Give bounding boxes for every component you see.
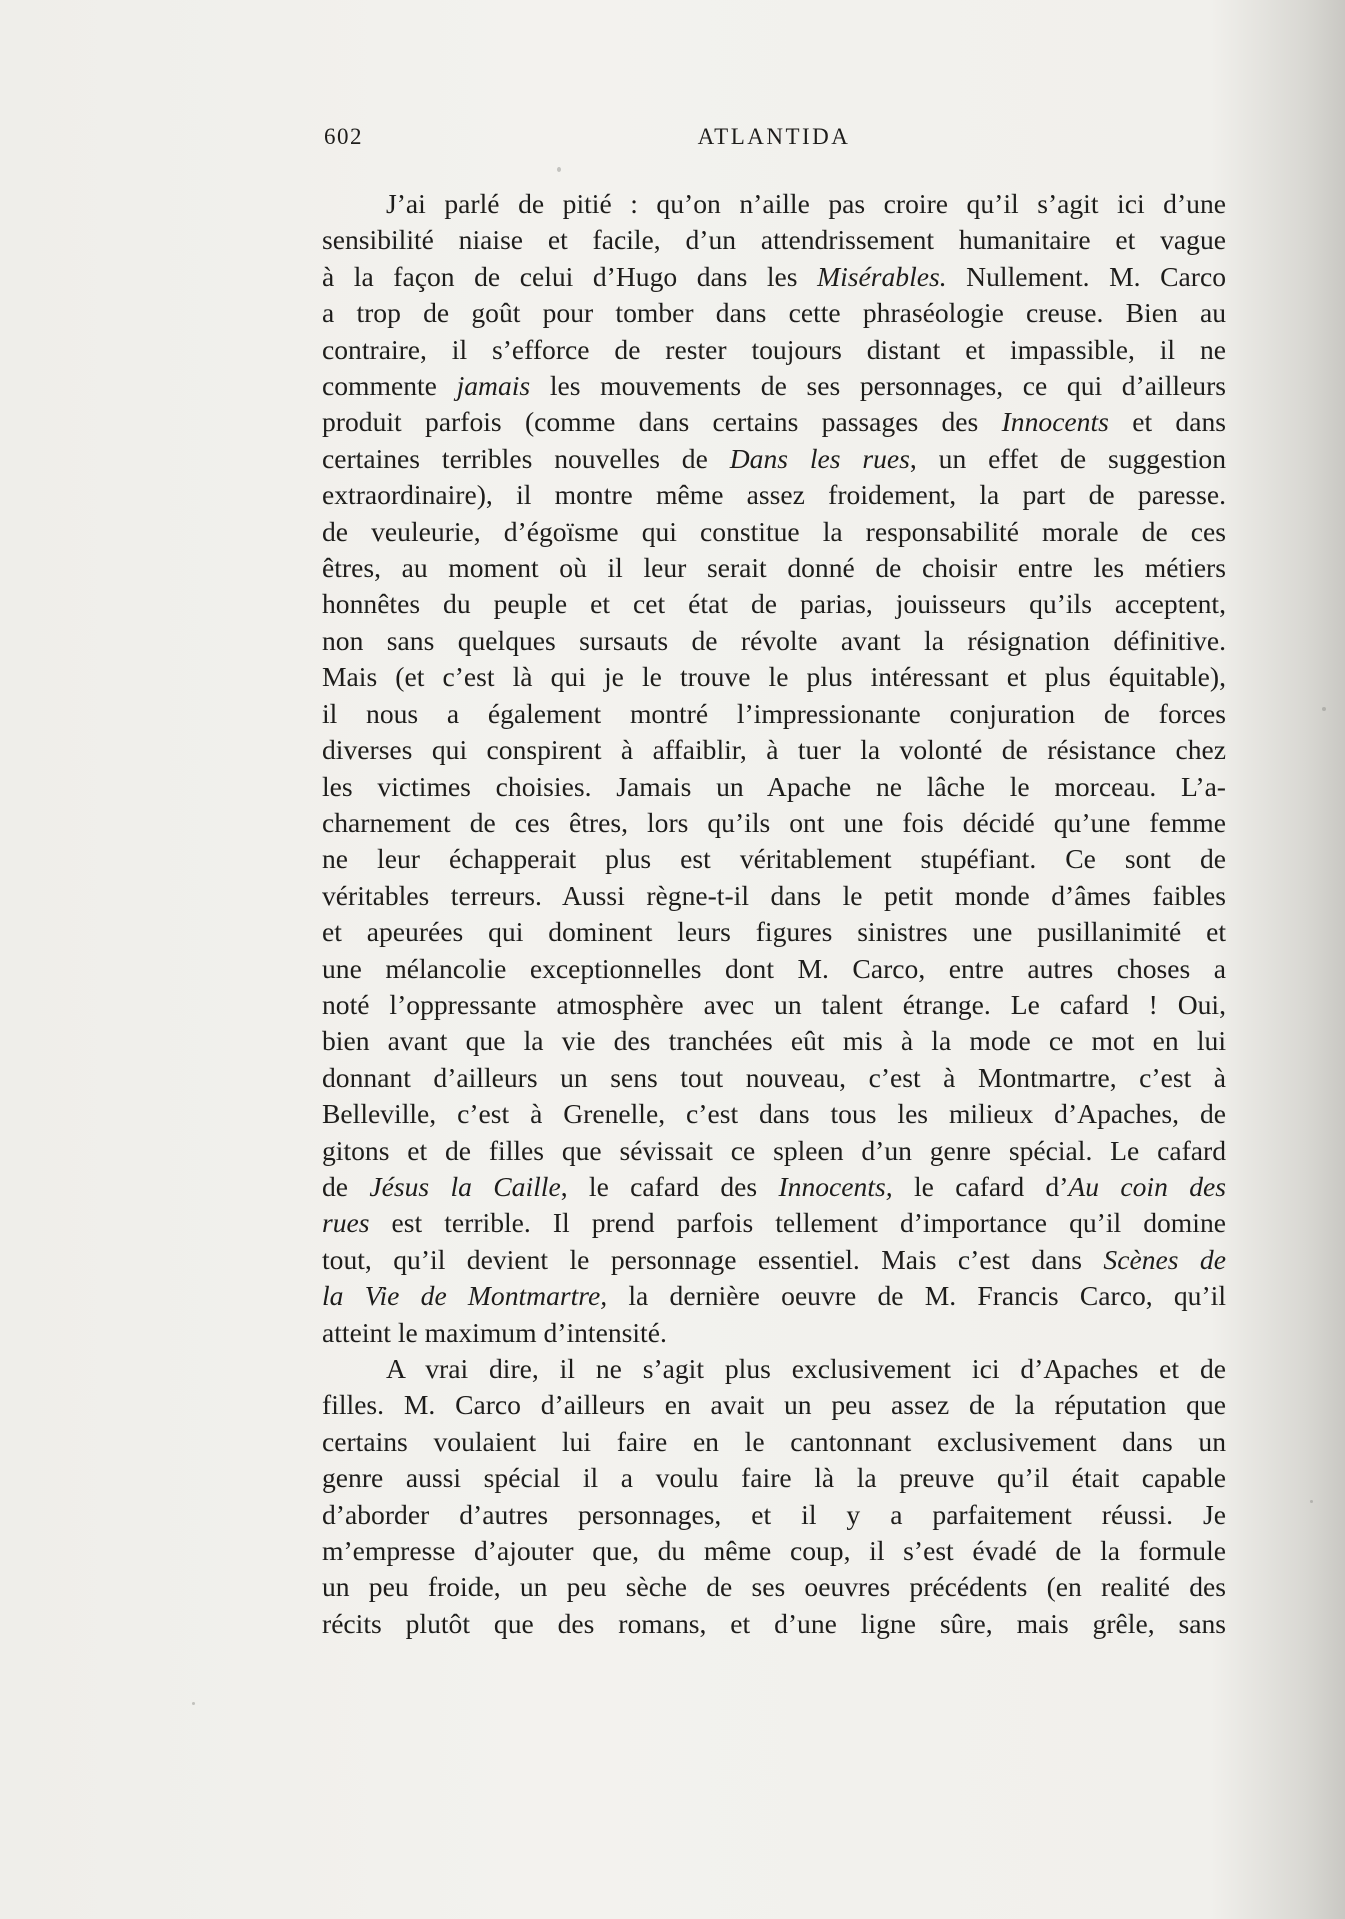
text-run: ne leur échapperait plus est véritablement stupéfiant. Ce sont de [322, 843, 1226, 875]
text-run: les mouvements de ses personnages, ce qui d’ailleurs [530, 370, 1227, 402]
paper-speck [1322, 707, 1326, 711]
text-run: tout, qu’il devient le personnage essentiel. Mais c’est dans [322, 1243, 1104, 1275]
text-run: récits plutôt que des romans, et d’une ligne sûre, mais grêle, sans [322, 1607, 1226, 1639]
text-line [322, 769, 1226, 805]
italic-title: Misérables. [817, 260, 947, 292]
text-line [322, 623, 1226, 659]
text-run: genre aussi spécial il a voulu faire là la preuve qu’il était capable [322, 1462, 1226, 1494]
italic-title: Dans les rues [729, 442, 910, 474]
text-line [322, 368, 1226, 404]
text-line [322, 1023, 1226, 1059]
text-run: Belleville, c’est à Grenelle, c’est dans tous les milieux d’Apaches, de [322, 1098, 1226, 1130]
text-run: J’ai parlé de pitié : qu’on n’aille pas croire qu’il s’agit ici d’une [386, 188, 1226, 219]
text-line [322, 1278, 1226, 1314]
text-line [322, 1096, 1226, 1132]
text-run: extraordinaire), il montre même assez froidement, la part de paresse. [322, 479, 1226, 511]
text-line [322, 550, 1226, 586]
text-run: est terrible. Il prend parfois tellement d’importance qu’il domine [369, 1207, 1226, 1239]
text-line [322, 951, 1226, 987]
text-run: une mélancolie exceptionnelles dont M. Carco, entre autres choses a [322, 952, 1226, 984]
text-run: sensibilité niaise et facile, d’un attendrissement humanitaire et vague [322, 224, 1226, 256]
text-run: il nous a également montré l’impressionante conjuration de forces [322, 697, 1226, 729]
paragraph [322, 1351, 1226, 1642]
text-line [322, 1424, 1226, 1460]
text-run: m’empresse d’ajouter que, du même coup, il s’est évadé de la formule [322, 1535, 1226, 1567]
text-line [322, 186, 1226, 222]
text-line [322, 1387, 1226, 1423]
text-run: et apeurées qui dominent leurs figures sinistres une pusillanimité et [322, 916, 1226, 948]
text-line [322, 477, 1226, 513]
text-line [322, 987, 1226, 1023]
running-head [322, 124, 1226, 154]
text-run: atteint le maximum d’intensité. [322, 1316, 667, 1348]
text-run: bien avant que la vie des tranchées eût mis à la mode ce mot en lui [322, 1025, 1226, 1057]
page-number: 602 [324, 124, 363, 149]
italic-title: Innocents [1001, 406, 1109, 438]
text-line [322, 1351, 1226, 1387]
text-line [322, 1060, 1226, 1096]
text-line [322, 1133, 1226, 1169]
text-run: de [322, 1170, 370, 1202]
text-line [322, 259, 1226, 295]
text-run: certaines terribles nouvelles de [322, 442, 730, 474]
text-line [322, 295, 1226, 331]
text-run: charnement de ces êtres, lors qu’ils ont une fois décidé qu’une femme [322, 806, 1226, 838]
text-line [322, 878, 1226, 914]
italic-title: Innocents, [778, 1170, 893, 1202]
text-line [322, 1315, 1226, 1351]
text-run: gitons et de filles que sévissait ce spleen d’un genre spécial. Le cafard [322, 1134, 1226, 1166]
text-run: produit parfois (comme dans certains passages des [322, 406, 1002, 438]
text-run: , le cafard des [560, 1170, 779, 1202]
text-run: honnêtes du peuple et cet état de parias, jouisseurs qu’ils acceptent, [322, 588, 1226, 620]
text-line [322, 1569, 1226, 1605]
text-run: Mais (et c’est là qui je le trouve le plus intéressant et plus équitable), [322, 661, 1226, 693]
text-line [322, 841, 1226, 877]
italic-title: jamais [456, 370, 531, 402]
text-run: A vrai dire, il ne s’agit plus exclusivement ici d’Apaches et de [386, 1353, 1226, 1384]
text-line [322, 1169, 1226, 1205]
text-run: , un effet de suggestion [909, 442, 1226, 474]
text-line [322, 696, 1226, 732]
text-run: noté l’oppressante atmosphère avec un talent étrange. Le cafard ! Oui, [322, 988, 1226, 1020]
text-run: d’aborder d’autres personnages, et il y a parfaitement réussi. Je [322, 1498, 1226, 1530]
italic-title: la Vie de Montmartre, [322, 1280, 608, 1312]
text-run: contraire, il s’efforce de rester toujours distant et impassible, il ne [322, 333, 1226, 365]
text-line [322, 441, 1226, 477]
text-line [322, 1242, 1226, 1278]
text-line [322, 1497, 1226, 1533]
text-run: a trop de goût pour tomber dans cette phraséologie creuse. Bien au [322, 297, 1226, 329]
text-line [322, 732, 1226, 768]
text-line [322, 1205, 1226, 1241]
text-line [322, 1460, 1226, 1496]
paper-speck [192, 1702, 195, 1705]
paper-speck [557, 167, 561, 172]
text-run: Nullement. M. Carco [946, 260, 1226, 292]
text-run: filles. M. Carco d’ailleurs en avait un peu assez de la réputation que [322, 1389, 1226, 1421]
text-run: non sans quelques sursauts de révolte avant la résignation définitive. [322, 624, 1226, 656]
paper-speck [1310, 1500, 1313, 1503]
text-line [322, 1606, 1226, 1642]
text-line [322, 222, 1226, 258]
text-line [322, 914, 1226, 950]
text-run: les victimes choisies. Jamais un Apache ne lâche le morceau. L’a- [322, 770, 1226, 802]
text-line [322, 805, 1226, 841]
text-run: donnant d’ailleurs un sens tout nouveau, c’est à Montmartre, c’est à [322, 1061, 1226, 1093]
text-run: commente [322, 370, 457, 402]
text-line [322, 586, 1226, 622]
text-run: êtres, au moment où il leur serait donné de choisir entre les métiers [322, 552, 1226, 584]
italic-title: Jésus la Caille [369, 1170, 561, 1202]
text-line [322, 514, 1226, 550]
text-run: la dernière oeuvre de M. Francis Carco, qu’il [607, 1280, 1226, 1312]
text-line [322, 332, 1226, 368]
text-run: certains voulaient lui faire en le cantonnant exclusivement dans un [322, 1425, 1226, 1457]
text-run: un peu froide, un peu sèche de ses oeuvres précédents (en realité des [322, 1571, 1226, 1603]
journal-title: ATLANTIDA [697, 124, 851, 149]
body-text [322, 186, 1226, 1642]
text-line [322, 1533, 1226, 1569]
text-run: diverses qui conspirent à affaiblir, à tuer la volonté de résistance chez [322, 734, 1226, 766]
italic-title: Au coin des [1068, 1170, 1226, 1202]
italic-title: Scènes de [1103, 1243, 1226, 1275]
text-run: à la façon de celui d’Hugo dans les [322, 260, 818, 292]
italic-title: rues [322, 1207, 370, 1239]
paragraph [322, 186, 1226, 1351]
text-line [322, 659, 1226, 695]
text-run: de veuleurie, d’égoïsme qui constitue la responsabilité morale de ces [322, 515, 1226, 547]
text-run: le cafard d’ [892, 1170, 1069, 1202]
text-line [322, 404, 1226, 440]
text-run: et dans [1108, 406, 1226, 438]
text-run: véritables terreurs. Aussi règne-t-il dans le petit monde d’âmes faibles [322, 879, 1226, 911]
